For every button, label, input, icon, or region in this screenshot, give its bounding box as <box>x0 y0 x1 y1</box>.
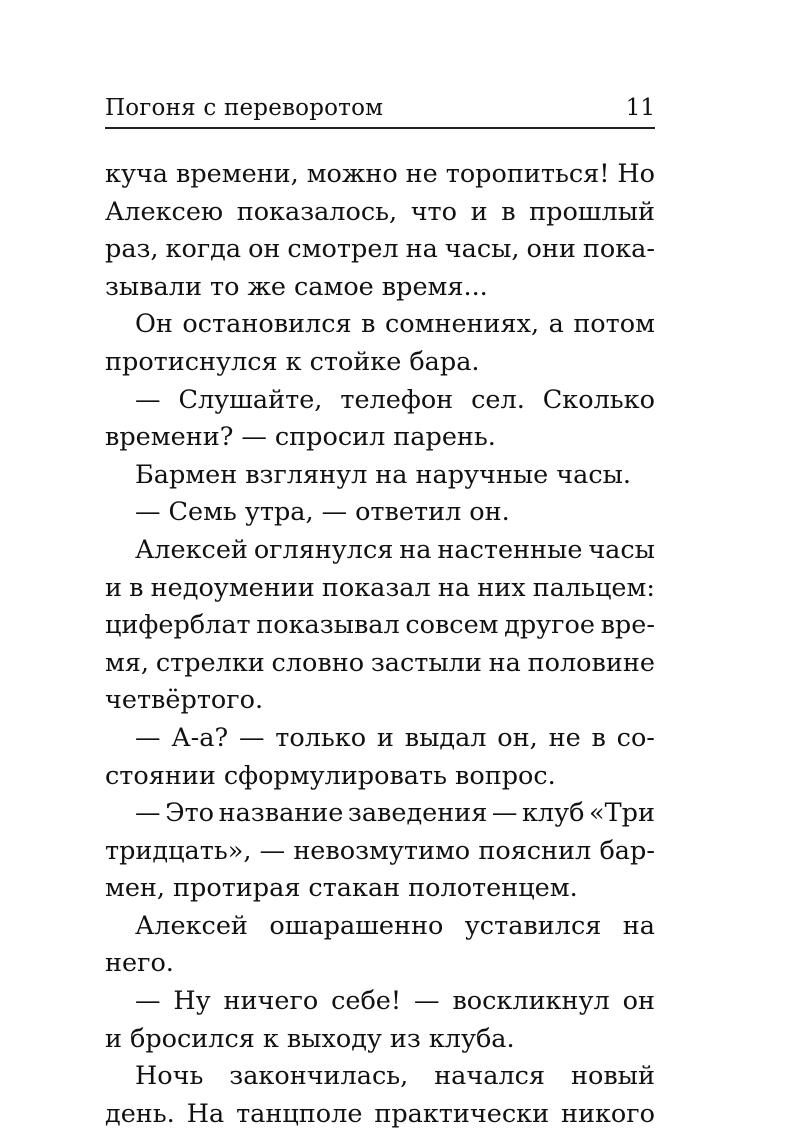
word: А-а? <box>171 722 229 753</box>
word: — <box>321 497 348 528</box>
word: он <box>622 986 655 1017</box>
word: пальцем: <box>532 572 655 603</box>
text-line <box>105 870 655 908</box>
word: часы. <box>556 459 632 490</box>
word: заведения <box>347 798 488 829</box>
word: стойке <box>309 346 402 377</box>
word: оглянулся <box>253 534 394 565</box>
word: название <box>218 798 344 829</box>
word: показывал <box>256 610 400 641</box>
word: Алексей <box>135 910 248 941</box>
word: циферблат <box>105 610 251 641</box>
word: раз, <box>105 234 159 265</box>
word: протиснулся <box>105 346 278 377</box>
word: — <box>135 497 161 528</box>
word: никого <box>561 1098 655 1129</box>
word: в <box>591 722 606 753</box>
word: ответил <box>355 497 462 528</box>
text-line <box>105 945 655 983</box>
word: «Три <box>589 798 655 829</box>
word: — <box>259 835 286 866</box>
word: и <box>105 1023 122 1054</box>
word: новый <box>570 1061 655 1092</box>
text-line <box>105 1021 655 1059</box>
word: со- <box>616 722 655 753</box>
word: спросил <box>274 422 386 453</box>
word: бросился <box>130 1023 255 1054</box>
word: же <box>247 271 286 302</box>
word: мен, <box>105 873 166 904</box>
word: себе! <box>331 986 402 1017</box>
word: — <box>241 422 267 453</box>
text-line <box>105 1096 655 1133</box>
word: ничего <box>223 986 319 1017</box>
text-line <box>105 306 655 344</box>
word: клуб <box>521 798 585 829</box>
word: — <box>135 986 161 1017</box>
word: вопрос. <box>455 760 556 791</box>
word: не <box>548 722 581 753</box>
word: закончилась, <box>229 1061 409 1092</box>
word: Но <box>617 159 655 189</box>
word: взглянул <box>245 459 368 490</box>
word: Слушайте, <box>178 384 323 415</box>
word: другое <box>504 610 595 641</box>
text-line <box>105 645 655 683</box>
word: Сколько <box>542 384 655 415</box>
word: половине <box>527 647 655 678</box>
word: вре- <box>600 610 655 641</box>
word: что <box>410 196 458 227</box>
word: парень. <box>393 422 496 453</box>
word: показал <box>321 572 431 603</box>
word: времени, <box>175 159 299 189</box>
word: практически <box>374 1098 550 1129</box>
body-text <box>105 156 655 1133</box>
word: Семь <box>168 497 237 528</box>
word: когда <box>165 234 242 265</box>
word: в <box>129 572 144 603</box>
word: ошарашенно <box>269 910 444 941</box>
word: и <box>376 722 394 753</box>
word: то <box>209 271 240 302</box>
text-line <box>105 795 655 833</box>
text-line <box>105 344 655 382</box>
text-line <box>105 269 655 307</box>
word: сформулировать <box>223 760 448 791</box>
word: стрелки <box>155 647 265 678</box>
word: тридцать», <box>105 835 252 866</box>
word: протирая <box>173 873 301 904</box>
word: него. <box>105 948 174 979</box>
word: из <box>389 1023 421 1054</box>
word: самое <box>294 271 374 302</box>
word: сел. <box>471 384 525 415</box>
word: — <box>135 722 161 753</box>
word: Он <box>135 309 173 340</box>
word: настенные <box>437 534 583 565</box>
word: смотрел <box>287 234 399 265</box>
word: — <box>135 798 161 829</box>
word: на <box>375 459 408 490</box>
word: на <box>437 572 471 603</box>
text-line <box>105 570 655 608</box>
word: пояснил <box>478 835 592 866</box>
word: на <box>399 534 432 565</box>
text-line <box>105 720 655 758</box>
word: к <box>262 1023 279 1054</box>
word: Алексей <box>135 534 248 565</box>
word: бар- <box>599 835 655 866</box>
word: он. <box>469 497 510 528</box>
word: только <box>275 722 367 753</box>
word: Ну <box>173 986 211 1017</box>
word: наручные <box>415 459 549 490</box>
word: торопиться! <box>445 159 610 189</box>
word: куча <box>105 159 169 189</box>
word: — <box>414 986 440 1017</box>
word: Ночь <box>135 1061 204 1092</box>
text-line <box>105 156 655 194</box>
word: мя, <box>105 647 150 678</box>
word: на <box>488 647 521 678</box>
word: застыли <box>370 647 482 678</box>
text-line <box>105 532 655 570</box>
text-line <box>105 758 655 796</box>
word: в <box>501 196 516 227</box>
word: пока- <box>582 234 655 265</box>
text-line <box>105 194 655 232</box>
word: Бармен <box>135 459 238 490</box>
word: прошлый <box>529 196 655 227</box>
word: начался <box>434 1061 546 1092</box>
word: невозмутимо <box>293 835 471 866</box>
word: и <box>470 196 488 227</box>
page-number: 11 <box>625 95 655 121</box>
word: выходу <box>286 1023 382 1054</box>
word: можно <box>306 159 398 189</box>
text-line <box>105 983 655 1021</box>
word: времени? <box>105 422 234 453</box>
word: остановился <box>182 309 352 340</box>
text-line <box>105 833 655 871</box>
word: телефон <box>340 384 454 415</box>
word: время... <box>381 271 488 302</box>
word: а <box>548 309 564 340</box>
word: танцполе <box>236 1098 363 1129</box>
word: день. <box>105 1098 175 1129</box>
word: выдал <box>404 722 487 753</box>
word: они <box>526 234 576 265</box>
word: и <box>105 572 122 603</box>
word: — <box>491 798 518 829</box>
text-line <box>105 607 655 645</box>
text-line <box>105 1058 655 1096</box>
word: потом <box>573 309 655 340</box>
text-line <box>105 231 655 269</box>
text-line <box>105 382 655 420</box>
word: к <box>285 346 302 377</box>
word: не <box>405 159 438 189</box>
word: сомнениях, <box>384 309 540 340</box>
word: показалось, <box>236 196 398 227</box>
word: совсем <box>405 610 499 641</box>
text-line <box>105 494 655 532</box>
word: часы <box>588 534 655 565</box>
word: На <box>186 1098 225 1129</box>
word: он, <box>497 722 538 753</box>
word: стоянии <box>105 760 216 791</box>
word: Это <box>165 798 215 829</box>
word: них <box>477 572 526 603</box>
running-header <box>105 93 655 129</box>
word: утра, <box>244 497 314 528</box>
text-line <box>105 457 655 495</box>
word: полотенцем. <box>408 873 578 904</box>
word: клуба. <box>428 1023 515 1054</box>
word: — <box>135 384 161 415</box>
text-line <box>105 908 655 946</box>
word: — <box>238 722 265 753</box>
running-title: Погоня с переворотом <box>105 95 384 121</box>
word: Алексею <box>105 196 224 227</box>
word: словно <box>271 647 365 678</box>
word: четвёртого. <box>105 685 264 716</box>
word: уставился <box>464 910 602 941</box>
word: бара. <box>409 346 480 377</box>
word: он <box>248 234 281 265</box>
word: в <box>361 309 376 340</box>
word: зывали <box>105 271 202 302</box>
word: воскликнул <box>452 986 610 1017</box>
word: недоумении <box>150 572 315 603</box>
word: на <box>622 910 655 941</box>
word: на <box>405 234 438 265</box>
text-line <box>105 419 655 457</box>
word: часы, <box>444 234 520 265</box>
text-line <box>105 682 655 720</box>
word: стакан <box>308 873 401 904</box>
